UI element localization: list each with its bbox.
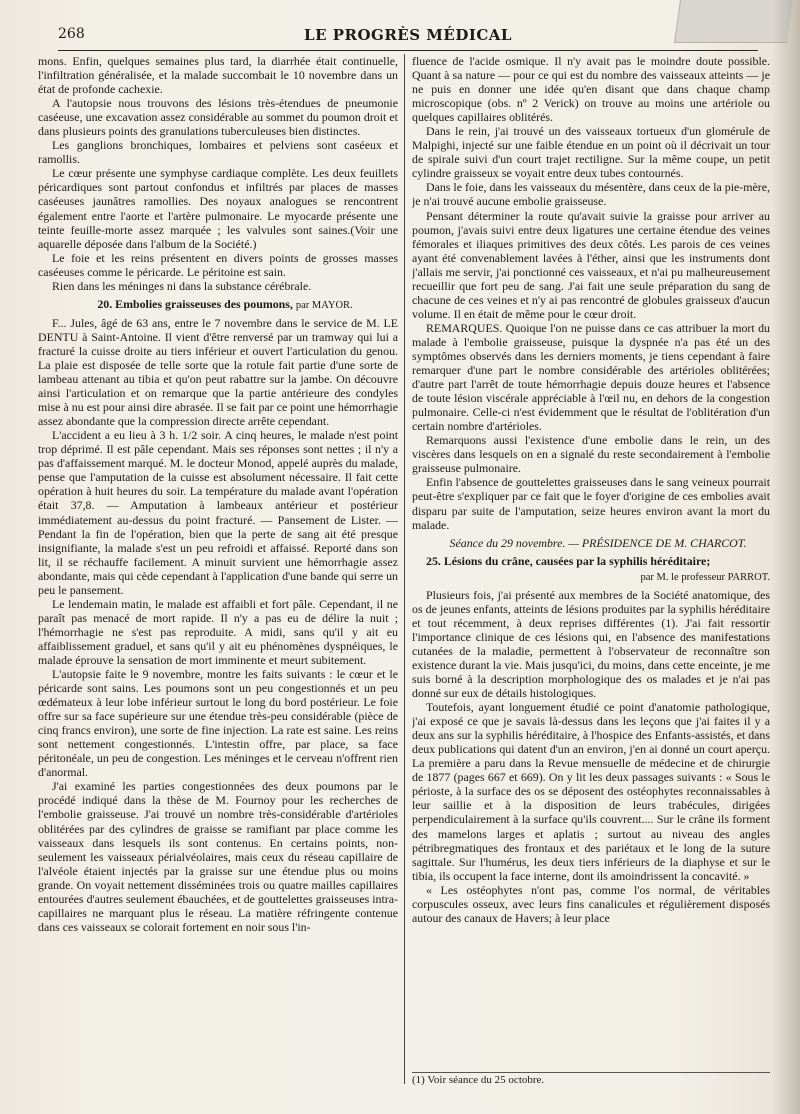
paragraph: A l'autopsie nous trouvons des lésions très-étendues de pneumonie caséeuse, une excavation assez considérable au sommet du poumon droit et dans plusieurs points des granulations tuberculeuses bien distinctes. bbox=[38, 96, 398, 139]
footnote: (1) Voir séance du 25 octobre. bbox=[412, 1072, 770, 1086]
paragraph: Toutefois, ayant longuement étudié ce point d'anatomie pathologique, j'ai exposé ce que je savais là-dessus dans les leçons que j'ai faites il y a deux ans sur la syphilis héréditaire, à l'hospice des Enfants-assistés, et dans deux publications qui datent d'un an environ, j'en ai donné un court aperçu. La première a paru dans la Revue mensuelle de médecine et de chirurgie de 1877 (pages 667 et 669). On y lit les deux passages suivants : « Sous le périoste, à la surface des os se déposent des ostéophytes reconnaissables à leur saillie et à la disposition de leurs trabécules, dirigées perpendiculairement à la surface qu'ils couvrent.... Sur le crâne ils forment des mamelons larges et aplatis ; surtout au niveau des angles pétribregmatiques des frontaux et des pariétaux et le long de la suture sagittale. Sur l'humérus, les deux tiers inférieurs de la diaphyse et sur le tibia, ils occupent la face interne, dont ils amoindrissent la concavité. » bbox=[412, 700, 770, 883]
page-edge-shadow bbox=[772, 0, 800, 1114]
column-divider bbox=[404, 54, 405, 1084]
page-number: 268 bbox=[58, 26, 85, 42]
paragraph: Dans le rein, j'ai trouvé un des vaisseaux tortueux d'un glomérule de Malpighi, injecté sur une faible étendue en un point où il décrivait un tour de spirale suivi d'un court trajet rectiligne. Sur la même coupe, un petit cylindre graisseux se voyait entre deux tubes contournés. bbox=[412, 124, 770, 181]
paragraph: Rien dans les méninges ni dans la substance cérébrale. bbox=[52, 278, 312, 293]
paragraph: Plusieurs fois, j'ai présenté aux membres de la Société anatomique, des os de jeunes enfants, atteints de lésions produites par la syphilis héréditaire et tout récemment, à deux reprises différentes (1). J'ai fait ressortir l'importance clinique de ces lésions qui, en l'absence des manifestations cutanées de la maladie, permettent à l'observateur de reconnaître son existence durant la vie. Mais jusqu'ici, du moins, dans cette enceinte, je me suis borné à la description morphologique des os malades et je n'ai pas donné sur eux de détails histologiques. bbox=[412, 587, 770, 701]
page-header bbox=[58, 26, 758, 51]
journal-title: LE PROGRÈS MÉDICAL bbox=[304, 26, 512, 44]
paragraph: Enfin l'absence de gouttelettes graisseuses dans le sang veineux pourrait peut-être s'expliquer par ce fait que le foyer d'origine de ces embolies avait disparu par suite de l'amputation, seize heures environ avant la mort du malade. bbox=[412, 475, 770, 532]
paragraph: Le lendemain matin, le malade est affaibli et fort pâle. Cependant, il ne paraît pas menacé de mort rapide. Il n'y a pas eu de délire la nuit ; l'hémorrhagie ne s'est pas reproduite. A midi, sans qu'il y ait eu affaiblissement graduel, et sans qu'il y ait eu phénomènes dyspnéiques, le malade éprouve la sensation de mort imminente et meurt subitement. bbox=[38, 596, 398, 667]
paragraph: Le foie et les reins présentent en divers points de grosses masses caséeuses comme le péricarde. Le péritoine est sain. bbox=[38, 250, 398, 279]
paragraph: mons. Enfin, quelques semaines plus tard, la diarrhée était continuelle, l'infiltration généralisée, et la malade succombait le 10 novembre dans un état de profonde cachexie. bbox=[38, 54, 398, 97]
seance-heading: Séance du 29 novembre. — PRÉSIDENCE DE M. CHARCOT. bbox=[449, 535, 747, 550]
section-heading-25: 25. Lésions du crâne, causées par la syphilis héréditaire; bbox=[426, 553, 711, 568]
paragraph: F... Jules, âgé de 63 ans, entre le 7 novembre dans le service de M. LE DENTU à Saint-Antoine. Il vient d'être renversé par un tramway qui lui a fracturé la cuisse droite au tiers inférieur et ouvert l'articulation du genou. La plaie est disposée de telle sorte que la rotule fait partie d'une sorte de lambeau attenant au tibia et qu'on peut rabattre sur la jambe. On découvre ainsi l'articulation et on remarque que la partie antérieure des condyles mise à nu est pour ainsi dire abrasée. Il se fait par ce point une hémorrhagie assez abondante que la compression directe arrête cependant. bbox=[38, 315, 398, 429]
right-column bbox=[412, 54, 770, 1070]
section-author: par M. le professeur PARROT. bbox=[640, 571, 770, 583]
section-author: par MAYOR. bbox=[295, 299, 353, 311]
paragraph: Les ganglions bronchiques, lombaires et pelviens sont caséeux et ramollis. bbox=[38, 138, 398, 167]
paragraph: L'autopsie faite le 9 novembre, montre les faits suivants : le cœur et le péricarde sont sains. Les poumons sont un peu congestionnés et un peu œdémateux à leur lobe inférieur surtout le long du bord postérieur. Le foie offre sur sa face supérieure sur une étendue très-peu considérable (pièce de cinq francs environ), une sorte de fine injection. La rate est saine. Les reins sont nettement congestionnés. L'intestin offre, par place, sa face péritonéale, un peu de congestion. Les méninges et le cerveau n'offrent rien d'anormal. bbox=[38, 667, 398, 780]
left-column bbox=[38, 54, 398, 1066]
paragraph: Le cœur présente une symphyse cardiaque complète. Les deux feuillets péricardiques sont partout confondus et infiltrés par places de masses caséeuses jaunâtres ramollies. Des noyaux analogues se rencontrent également entre l'aorte et l'artère pulmonaire. Le myocarde présente une teinte feuille-morte assez marquée ; les valvules sont saines.(Voir une aquarelle déposée dans l'album de la Société.) bbox=[38, 166, 398, 251]
paragraph: Remarquons aussi l'existence d'une embolie dans le rein, un des viscères dans lesquels on en a signalé du reste secondairement à l'embolie graisseuse pulmonaire. bbox=[412, 433, 770, 476]
paragraph: Dans le foie, dans les vaisseaux du mésentère, dans ceux de la pie-mère, je n'ai trouvé aucune embolie graisseuse. bbox=[412, 180, 770, 209]
paragraph: L'accident a eu lieu à 3 h. 1/2 soir. A cinq heures, le malade n'est point trop déprimé. Il est pâle cependant. Mais ses réponses sont nettes ; il n'y a pas d'affaissement marqué. M. le docteur Monod, appelé auprès du malade, pense que l'amputation de la cuisse est absolument nécessaire. Il fait cette opération à huit heures du soir. La température du malade avant l'opération était 37,8. — Amputation à lambeaux antérieur et postérieur immédiatement au-dessus du point fracturé. — Pansement de Lister. — Pendant la fin de l'opération, bien que la perte de sang ait été presque insignifiante, la malade s'est un peu refroidi et affaissé. Reporté dans son lit, il se réchauffe facilement. A minuit survient une hémorrhagie assez abondante, mais qui cède cependant à l'application d'une bande qui serre un peu le pansement. bbox=[38, 428, 398, 597]
section-heading-20 bbox=[38, 297, 398, 313]
paragraph: Pensant déterminer la route qu'avait suivie la graisse pour arriver au poumon, j'avais suivi entre deux ligatures une certaine étendue des veines fémorales et iliaques primitives des deux côtés. Les parois de ces veines ayant été convenablement lavées à l'éther, ainsi que les instruments dont j'allais me servir, j'ai ponctionné ces vaisseaux, et n'ai pu malheureusement recueillir que fort peu de sang. J'ai fait une seule préparation du sang de chacune de ces veines et n'y ai pas rencontré de globules graisseux d'aucun volume. Il en était de même pour le cœur droit. bbox=[412, 208, 770, 321]
paragraph: REMARQUES. Quoique l'on ne puisse dans ce cas attribuer la mort du malade à l'embolie graisseuse, puisque la dyspnée n'a pas été un des symptômes observés dans les derniers moments, je tiens cependant à faire remarquer d'une part le nombre considérable des artérioles oblitérées; d'autre part l'arrêt de toute hémorrhagie depuis douze heures et l'absence de toute lésion viscérale appréciable à l'œil nu, en dehors de la congestion pulmonaire. Celle-ci n'est évidemment que le résultat de l'oblitération d'un certain nombre d'artérioles. bbox=[412, 320, 770, 434]
paragraph: fluence de l'acide osmique. Il n'y avait pas le moindre doute possible. Quant à sa nature — pour ce qui est du nombre des vaisseaux atteints — je ne puis en donner une idée qu'en disant que dans chaque champ microscopique (obs. nº 2 Verick) on trouve au moins une artériole ou quelques capillaires oblitérés. bbox=[412, 54, 770, 125]
section-title: 20. Embolies graisseuses des poumons, bbox=[97, 296, 293, 311]
paragraph: J'ai examiné les parties congestionnées des deux poumons par le procédé indiqué dans la thèse de M. Fournoy pour les recherches de l'embolie graisseuse. J'ai trouvé un nombre très-considérable d'artérioles oblitérées par des cylindres de graisse se ramifiant par place comme les vaisseaux dans lesquels ils sont contenus. En certains points, non-seulement les vaisseaux périalvéolaires, mais ceux du réseau capillaire de l'alvéole étaient injectés par la graisse sur une étendue plus ou moins grande. On voyait nettement disséminées trois ou quatre mailles capillaires entourées d'autres seulement ébauchées, et de gouttelettes graisseuses intra-capillaires ne marquant plus le réseau. La matière réfringente contenue dans ces vaisseaux se colorait fortement en noir sous l'in- bbox=[38, 779, 398, 934]
paragraph: « Les ostéophytes n'ont pas, comme l'os normal, de véritables corpuscules osseux, avec leurs fins canalicules et régulièrement disposés autour des canaux de Havers; à leur place bbox=[412, 882, 770, 925]
